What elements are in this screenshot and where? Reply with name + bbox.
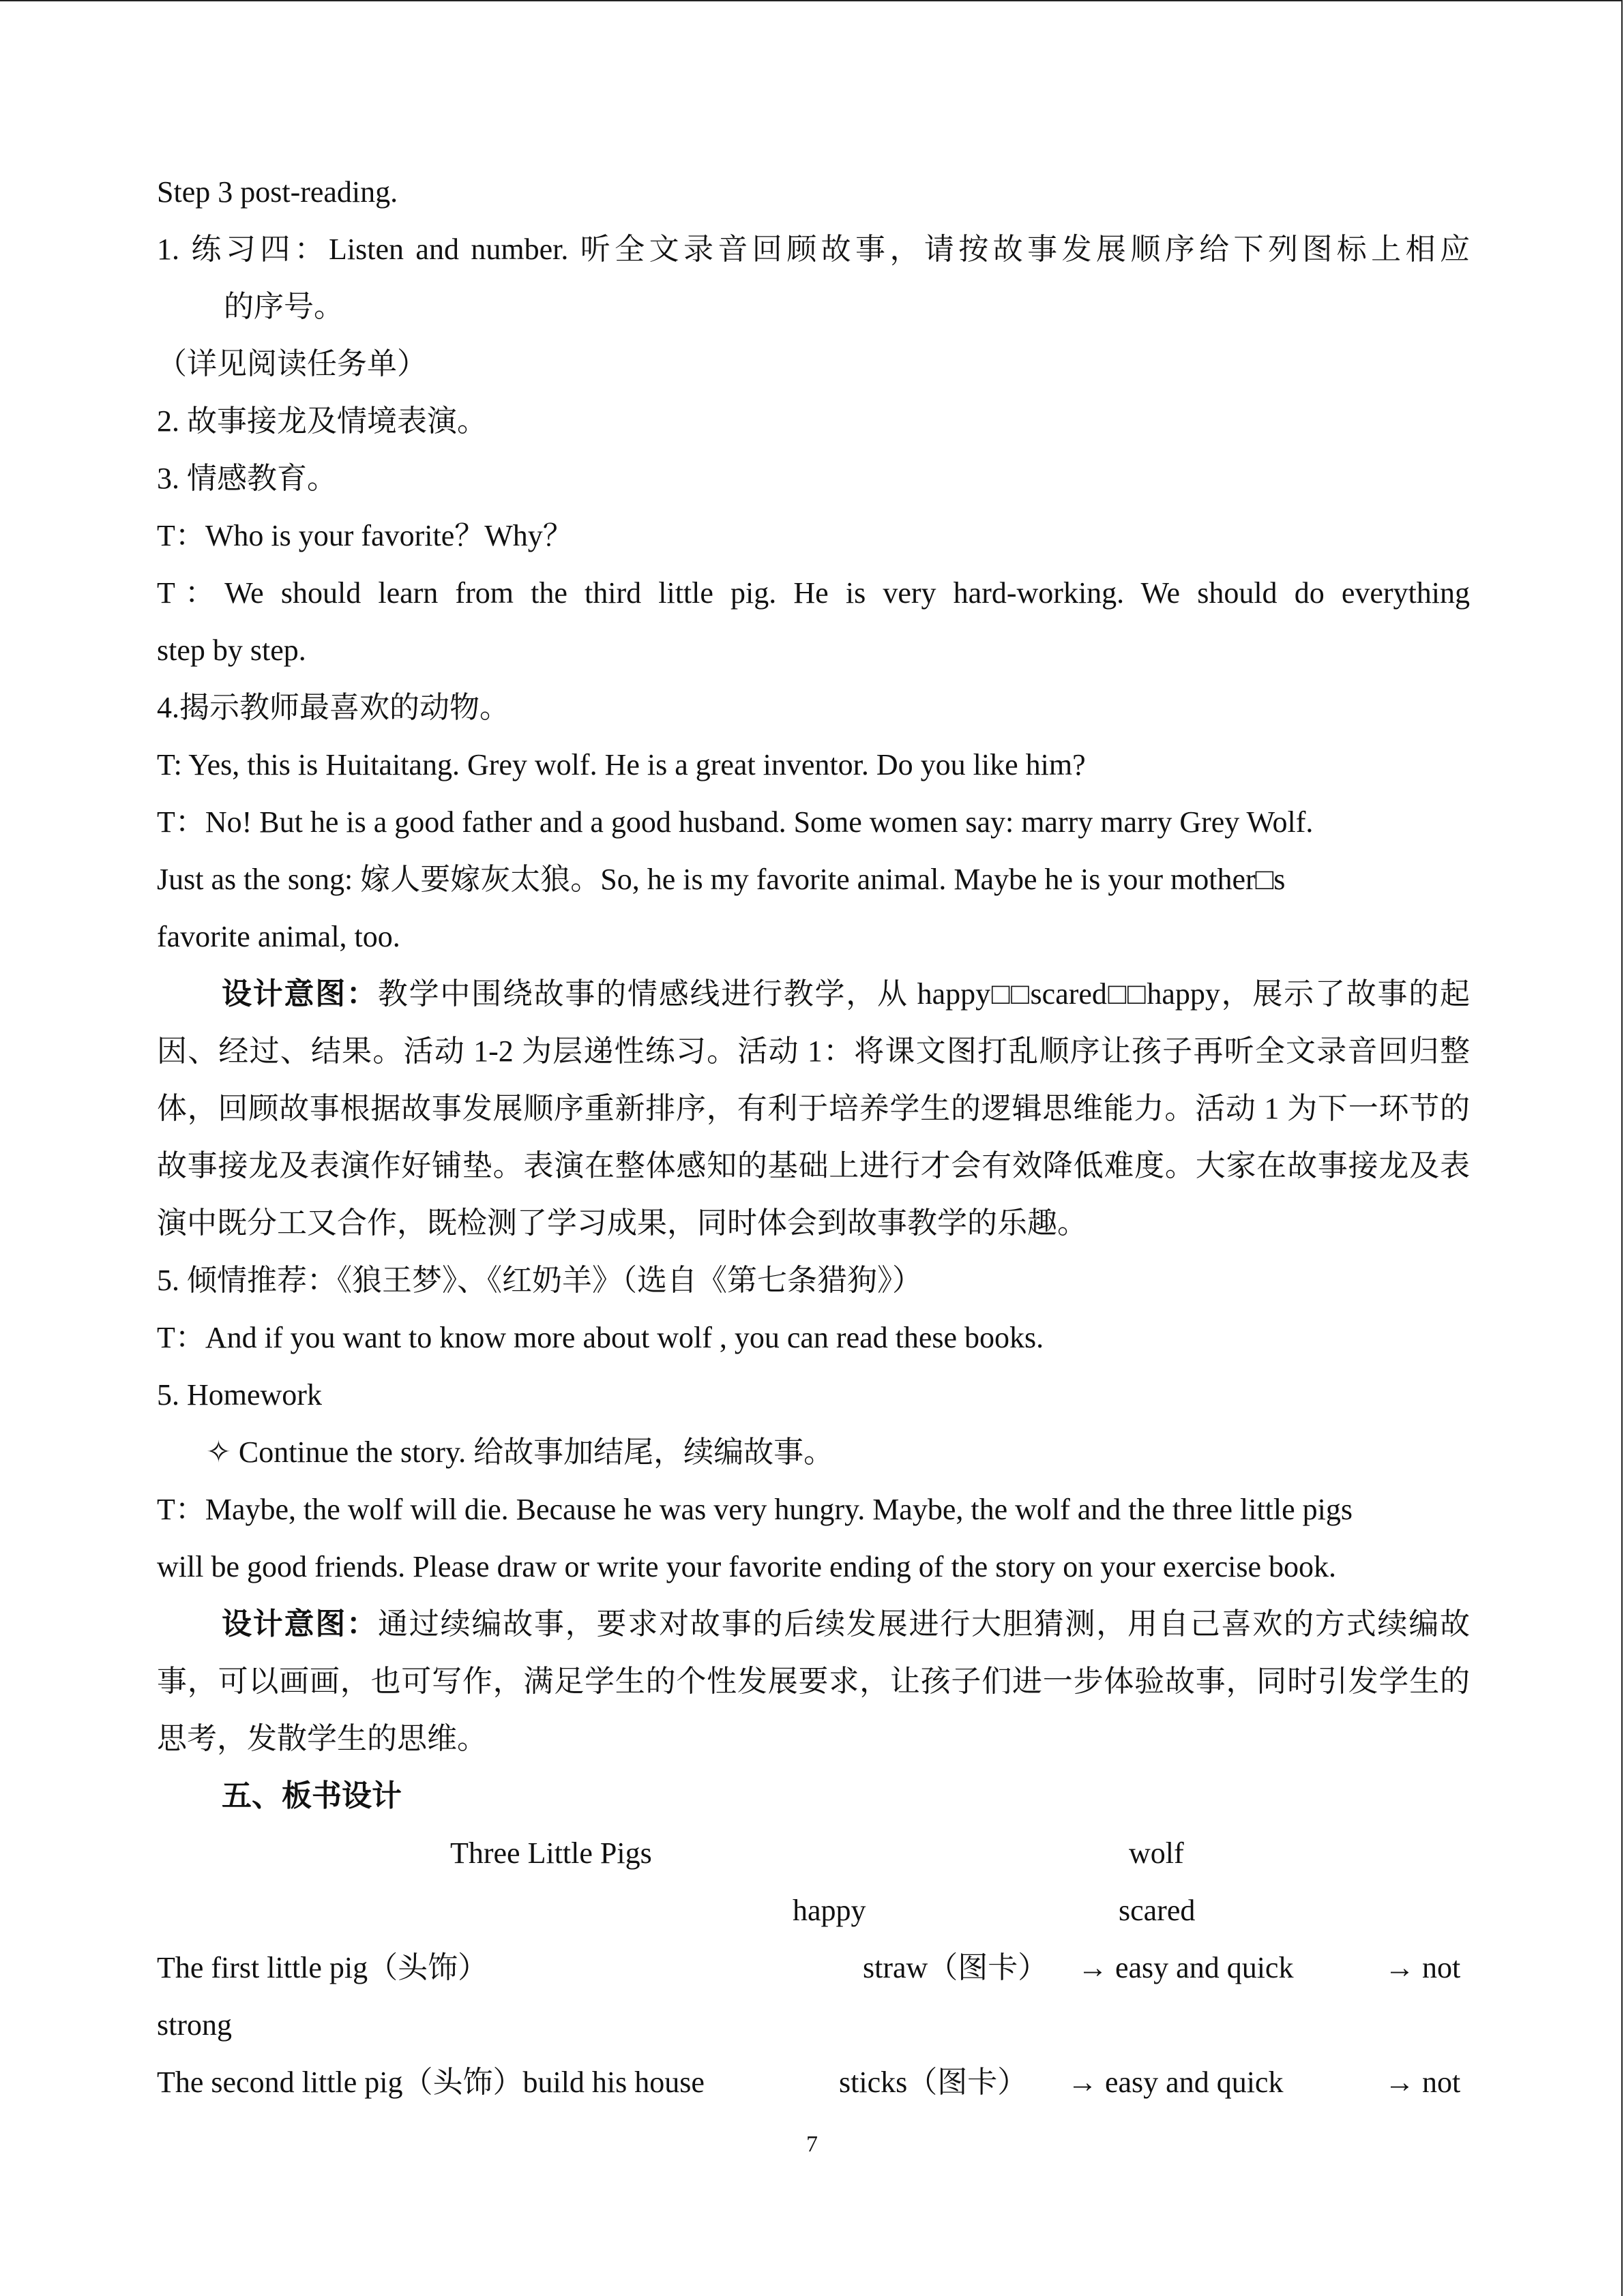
board-row-1-result: → easy and quick (1078, 1951, 1294, 1984)
teacher-line-6b: will be good friends. Please draw or write your favorite ending of the story on your exercise book. (157, 1550, 1336, 1583)
design-intent-2 (157, 1596, 1470, 1768)
board-row-2 (157, 2054, 1470, 2111)
teacher-line-2a: T：We should learn from the third little pig. He is very hard-working. We should do everything (157, 576, 1470, 610)
board-row-1-wrap: strong (157, 2008, 232, 2042)
board-title: Three Little Pigs (450, 1836, 652, 1870)
item-1-line-1: 1. 练习四：Listen and number. 听全文录音回顾故事，请按故事发展顺序给下列图标上相应 (157, 233, 1470, 266)
section-heading-board: 五、板书设计 (222, 1779, 402, 1813)
design-intent-1 (157, 966, 1470, 1252)
design-intent-label: 设计意图： (222, 977, 378, 1011)
step-heading: Step 3 post-reading. (157, 175, 398, 209)
teacher-line-4b: Just as the song: 嫁人要嫁灰太狼。So, he is my favorite animal. Maybe he is your mother□s (157, 863, 1286, 896)
item-5: 5. 倾情推荐：《狼王梦》、《红奶羊》（选自《第七条猎狗》） (157, 1264, 922, 1297)
page-number: 7 (806, 2132, 818, 2157)
teacher-line-4c: favorite animal, too. (157, 920, 400, 953)
teacher-line-4a: T：No! But he is a good father and a good husband. Some women say: marry marry Grey Wolf. (157, 805, 1314, 839)
board-row-2-end: → not (1385, 2066, 1461, 2099)
board-emotion-row (157, 1882, 1470, 1939)
teacher-line-1: T：Who is your favorite？Why？ (157, 519, 573, 552)
board-row-1-end: → not (1385, 1951, 1461, 1984)
item-1-line-2: 的序号。 (224, 290, 344, 323)
board-row-2-result: → easy and quick (1067, 2066, 1284, 2099)
item-2: 2. 故事接龙及情境表演。 (157, 404, 487, 438)
design-intent-text: 教学中围绕故事的情感线进行教学，从 happy□□scared□□happy，展示了故事的起因、经过、结果。活动 1-2 为层递性练习。活动 1：将课文图打乱顺序让孩子再听全文录音回归整体，回顾故事根据故事发展顺序重新排序，有利于培养学生的逻辑思维能力。活动 1 为下一环节的故事接龙及表演作好铺垫。表演在整体感知的基础上进行才会有效降低难度。大家在故事接龙及表演中既分工又合作，既检测了学习成果，同时体会到故事教学的乐趣。 (157, 977, 1470, 1240)
board-scared: scared (1119, 1894, 1196, 1927)
teacher-line-6a: T：Maybe, the wolf will die. Because he was very hungry. Maybe, the wolf and the three little pigs (157, 1493, 1353, 1526)
board-row-2-label: The second little pig（头饰）build his house (157, 2066, 705, 2099)
board-row-1 (157, 1939, 1470, 1997)
teacher-line-2b: step by step. (157, 633, 306, 667)
teacher-line-3: T: Yes, this is Huitaitang. Grey wolf. He is a great inventor. Do you like him? (157, 748, 1086, 781)
board-title-row (157, 1825, 1470, 1882)
board-row-1-label: The first little pig（头饰） (157, 1951, 488, 1984)
teacher-line-5: T：And if you want to know more about wolf , you can read these books. (157, 1321, 1044, 1354)
item-4: 4.揭示教师最喜欢的动物。 (157, 691, 510, 724)
board-row-1-material: straw（图卡） (863, 1951, 1048, 1984)
homework-item: ✧ Continue the story. 给故事加结尾，续编故事。 (206, 1435, 834, 1469)
design-intent-label: 设计意图： (222, 1607, 378, 1641)
board-row-2-material: sticks（图卡） (839, 2066, 1028, 2099)
item-1-note: （详见阅读任务单） (157, 347, 427, 381)
board-wolf: wolf (1129, 1836, 1184, 1870)
document-body (157, 164, 1470, 2111)
board-happy: happy (793, 1894, 866, 1927)
design-intent-text: 通过续编故事，要求对故事的后续发展进行大胆猜测，用自己喜欢的方式续编故事，可以画画，也可写作，满足学生的个性发展要求，让孩子们进一步体验故事，同时引发学生的思考，发散学生的思维。 (157, 1607, 1471, 1755)
item-3: 3. 情感教育。 (157, 462, 337, 495)
homework-heading: 5. Homework (157, 1378, 322, 1412)
